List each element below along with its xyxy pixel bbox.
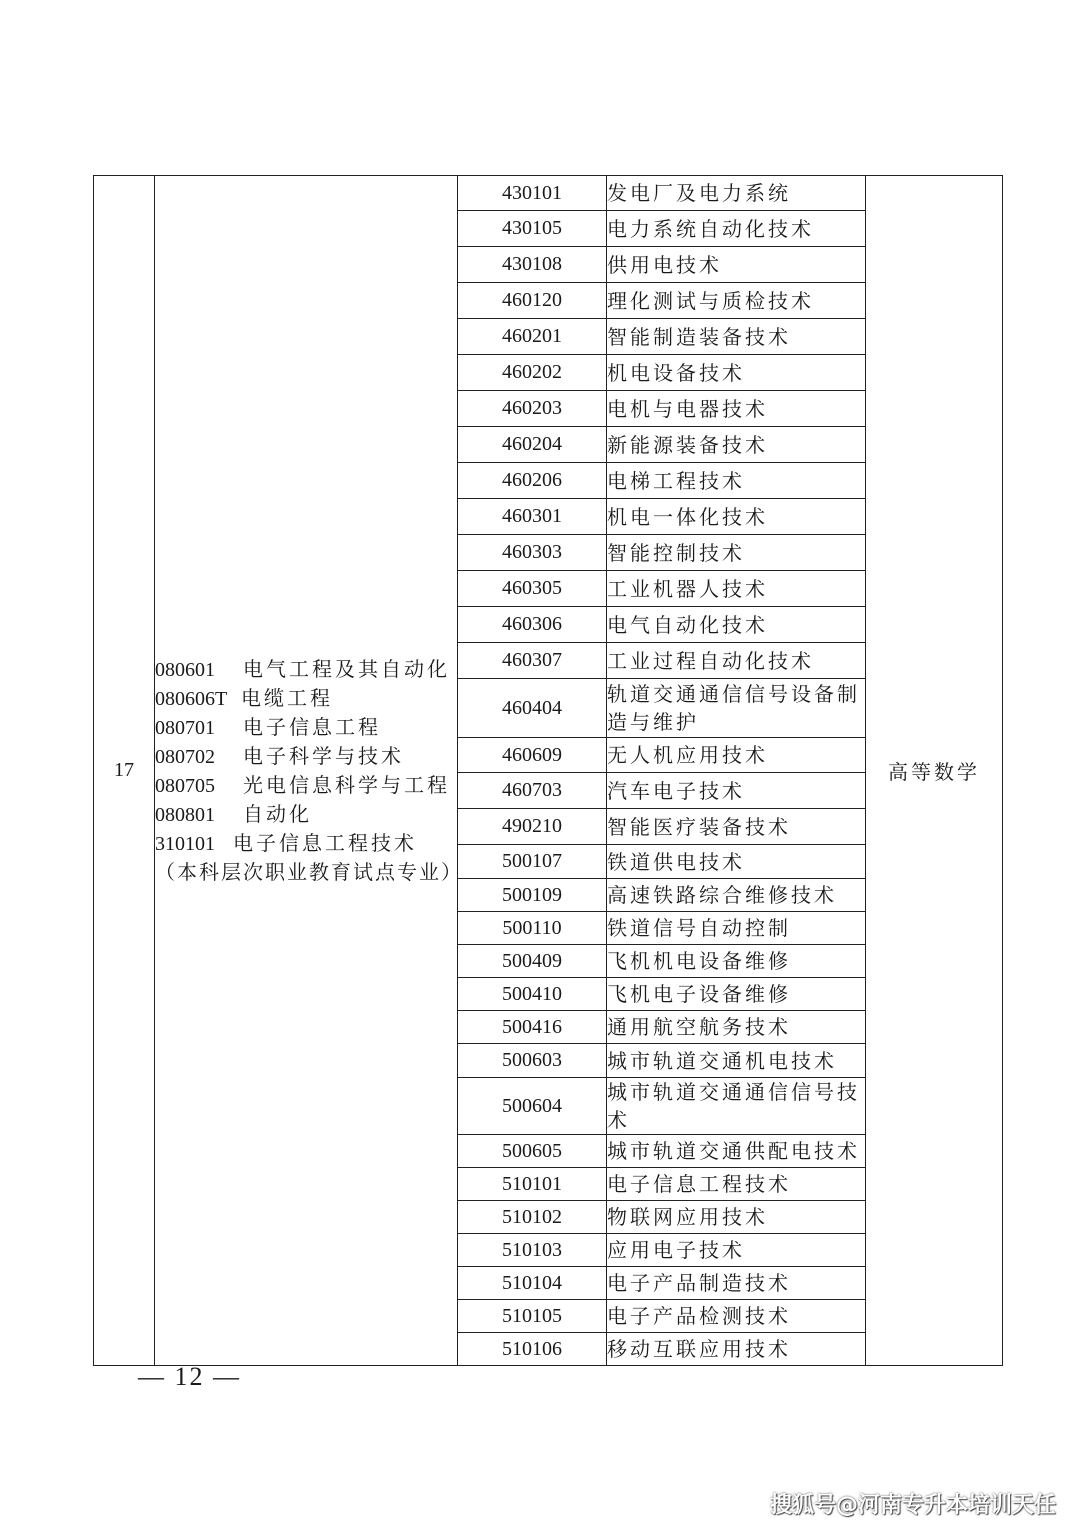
vocational-major-name: 飞机机电设备维修 xyxy=(607,945,866,978)
undergrad-major-name: 光电信息科学与工程 xyxy=(243,773,450,797)
vocational-major-name: 机电设备技术 xyxy=(607,355,866,391)
undergrad-major-item xyxy=(155,655,457,684)
vocational-major-name: 城市轨道交通通信信号技术 xyxy=(607,1078,866,1135)
vocational-major-name: 工业过程自动化技术 xyxy=(607,643,866,679)
undergrad-majors-cell xyxy=(155,176,463,1366)
vocational-major-name: 电子产品检测技术 xyxy=(607,1300,866,1333)
vocational-major-name: 理化测试与质检技术 xyxy=(607,283,866,319)
table-row xyxy=(94,176,1003,211)
undergrad-pilot-note: （本科层次职业教育试点专业） xyxy=(155,860,463,884)
vocational-major-name: 轨道交通通信信号设备制造与维护 xyxy=(607,679,866,738)
undergrad-major-name: 自动化 xyxy=(243,802,312,826)
exam-subject: 高等数学 xyxy=(866,176,1003,1366)
vocational-major-code: 460404 xyxy=(458,679,607,738)
vocational-major-name: 应用电子技术 xyxy=(607,1234,866,1267)
undergrad-major-code: 080601 xyxy=(155,659,215,681)
vocational-major-code: 430101 xyxy=(458,176,607,211)
vocational-major-name: 电子信息工程技术 xyxy=(607,1168,866,1201)
page-number: — 12 — xyxy=(138,1362,241,1391)
vocational-major-code: 460120 xyxy=(458,283,607,319)
undergrad-major-name: 电子科学与技术 xyxy=(243,744,404,768)
vocational-major-code: 460201 xyxy=(458,319,607,355)
vocational-major-name: 机电一体化技术 xyxy=(607,499,866,535)
undergrad-major-item xyxy=(155,684,457,713)
vocational-major-code: 460206 xyxy=(458,463,607,499)
vocational-major-code: 460303 xyxy=(458,535,607,571)
vocational-major-name: 城市轨道交通机电技术 xyxy=(607,1044,866,1078)
vocational-major-name: 铁道供电技术 xyxy=(607,845,866,879)
vocational-major-code: 460703 xyxy=(458,773,607,809)
undergrad-major-item xyxy=(155,771,457,800)
vocational-major-code: 460307 xyxy=(458,643,607,679)
undergrad-major-code: 080606T xyxy=(155,688,228,710)
major-correspondence-table xyxy=(93,175,1003,1366)
vocational-major-name: 汽车电子技术 xyxy=(607,773,866,809)
undergrad-major-name: 电气工程及其自动化 xyxy=(243,657,450,681)
undergrad-major-item xyxy=(155,713,457,742)
undergrad-major-item xyxy=(155,800,457,829)
vocational-major-code: 510105 xyxy=(458,1300,607,1333)
vocational-major-code: 510106 xyxy=(458,1333,607,1366)
vocational-major-code: 460306 xyxy=(458,607,607,643)
vocational-major-name: 新能源装备技术 xyxy=(607,427,866,463)
sequence-number: 17 xyxy=(94,176,155,1366)
vocational-major-code: 510102 xyxy=(458,1201,607,1234)
vocational-major-name: 工业机器人技术 xyxy=(607,571,866,607)
vocational-major-code: 500109 xyxy=(458,879,607,912)
undergrad-major-code: 080705 xyxy=(155,775,215,797)
undergrad-major-name: 电子信息工程 xyxy=(243,715,381,739)
vocational-major-code: 460305 xyxy=(458,571,607,607)
undergrad-major-code: 310101 xyxy=(155,833,215,855)
vocational-major-name: 智能制造装备技术 xyxy=(607,319,866,355)
vocational-major-code: 460202 xyxy=(458,355,607,391)
vocational-major-name: 城市轨道交通供配电技术 xyxy=(607,1135,866,1168)
vocational-major-code: 430105 xyxy=(458,211,607,247)
undergrad-major-item xyxy=(155,829,457,858)
vocational-major-code: 510104 xyxy=(458,1267,607,1300)
vocational-major-name: 电子产品制造技术 xyxy=(607,1267,866,1300)
undergrad-major-code: 080701 xyxy=(155,717,215,739)
vocational-major-name: 无人机应用技术 xyxy=(607,738,866,773)
vocational-major-code: 510101 xyxy=(458,1168,607,1201)
vocational-major-name: 电气自动化技术 xyxy=(607,607,866,643)
vocational-major-name: 电机与电器技术 xyxy=(607,391,866,427)
vocational-major-code: 460609 xyxy=(458,738,607,773)
vocational-major-code: 500603 xyxy=(458,1044,607,1078)
vocational-major-name: 高速铁路综合维修技术 xyxy=(607,879,866,912)
vocational-major-name: 供用电技术 xyxy=(607,247,866,283)
vocational-major-name: 物联网应用技术 xyxy=(607,1201,866,1234)
undergrad-major-item xyxy=(155,742,457,771)
vocational-major-code: 500605 xyxy=(458,1135,607,1168)
undergrad-major-name: 电缆工程 xyxy=(241,686,333,710)
vocational-major-name: 通用航空航务技术 xyxy=(607,1011,866,1044)
vocational-major-code: 460203 xyxy=(458,391,607,427)
undergrad-major-code: 080702 xyxy=(155,746,215,768)
vocational-major-name: 智能控制技术 xyxy=(607,535,866,571)
vocational-major-code: 460204 xyxy=(458,427,607,463)
vocational-major-name: 移动互联应用技术 xyxy=(607,1333,866,1366)
vocational-major-code: 490210 xyxy=(458,809,607,845)
vocational-major-code: 500416 xyxy=(458,1011,607,1044)
vocational-major-name: 发电厂及电力系统 xyxy=(607,176,866,211)
vocational-major-code: 500409 xyxy=(458,945,607,978)
undergrad-major-name: 电子信息工程技术 xyxy=(233,831,417,855)
vocational-major-name: 铁道信号自动控制 xyxy=(607,912,866,945)
vocational-major-name: 电力系统自动化技术 xyxy=(607,211,866,247)
vocational-major-name: 飞机电子设备维修 xyxy=(607,978,866,1011)
vocational-major-code: 500107 xyxy=(458,845,607,879)
vocational-major-name: 电梯工程技术 xyxy=(607,463,866,499)
undergrad-major-code: 080801 xyxy=(155,804,215,826)
vocational-major-code: 500604 xyxy=(458,1078,607,1135)
vocational-major-name: 智能医疗装备技术 xyxy=(607,809,866,845)
watermark: 搜狐号@河南专升本培训天任 xyxy=(769,1493,1056,1518)
vocational-major-code: 500110 xyxy=(458,912,607,945)
vocational-major-code: 430108 xyxy=(458,247,607,283)
vocational-major-code: 510103 xyxy=(458,1234,607,1267)
vocational-major-code: 460301 xyxy=(458,499,607,535)
vocational-major-code: 500410 xyxy=(458,978,607,1011)
